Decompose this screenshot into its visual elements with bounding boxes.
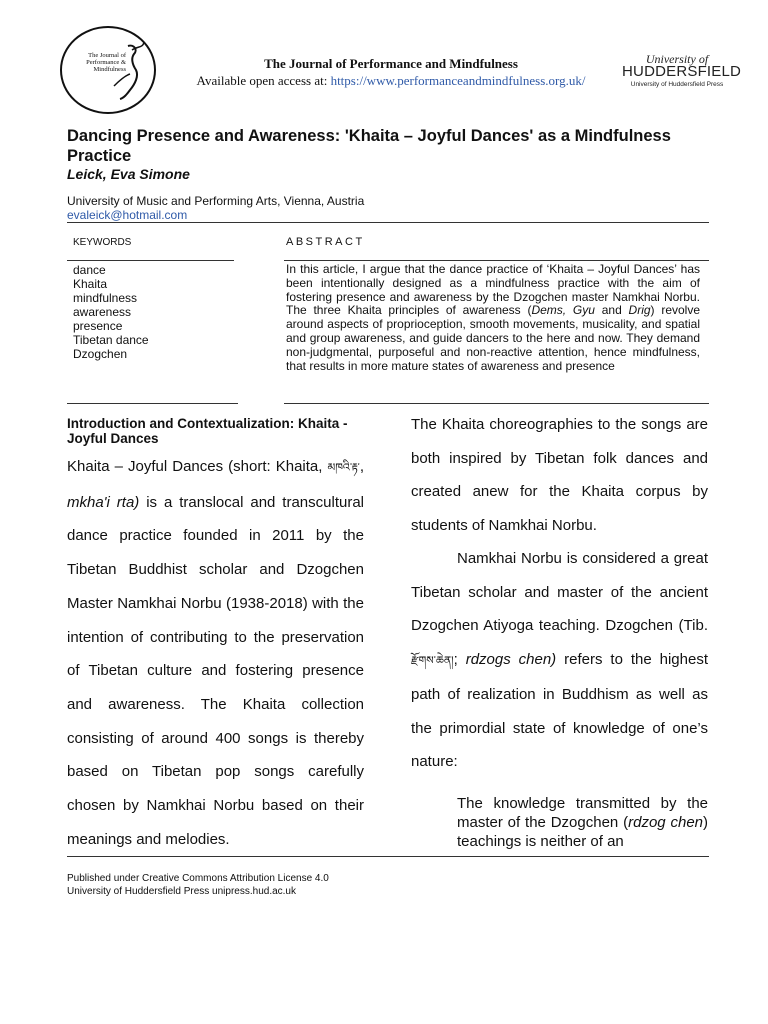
divider-top (67, 222, 709, 223)
abstract-text (286, 263, 700, 373)
journal-logo (60, 26, 156, 114)
footer-license: Published under Creative Commons Attribution License 4.0 (67, 873, 329, 884)
paragraph (67, 450, 364, 856)
keyword-item: dance (73, 263, 106, 277)
abstract-part: In this article, I argue that the dance practice of ‘Khaita – Joyful Dances’ has been intentionally designed as a mindfulness practice with the aim of fostering presence and awareness by the Dzogchen master Namkhai Norbu. The three Khaita principles of awareness ( (286, 262, 700, 318)
footer-press: University of Huddersfield Press unipress.hud.ac.uk (67, 886, 296, 897)
journal-access-line (160, 73, 622, 89)
abstract-italic: Dems, Gyu (531, 303, 595, 318)
body-column-left (67, 450, 364, 856)
abstract-italic: Drig (628, 303, 651, 318)
abstract-underline (284, 260, 709, 261)
footer-rule (67, 856, 709, 857)
text-run: , (359, 458, 364, 475)
article-title: Dancing Presence and Awareness: 'Khaita – Joyful Dances' as a Mindfulness Practice (67, 127, 671, 165)
author-affiliation: University of Music and Performing Arts, Vienna, Austria (67, 194, 365, 208)
university-logo-line1: University of (645, 52, 709, 66)
paragraph (411, 542, 708, 779)
author-email-link[interactable]: evaleick@hotmail.com (67, 208, 188, 222)
journal-url-link[interactable]: https://www.performanceandmindfulness.org.uk/ (330, 73, 586, 88)
abstract-bottom-rule (284, 403, 709, 404)
text-run: Khaita – Joyful Dances (short: Khaita, (67, 458, 328, 475)
tibetan-script: རྫོགས་ཆེན། (411, 654, 454, 667)
keyword-item: Tibetan dance (73, 333, 149, 347)
keyword-item: presence (73, 319, 123, 333)
text-run: refers to the highest path of realization in Buddhism as well as the primordial state of knowledge of one’s nature: (411, 650, 708, 770)
keyword-item: Dzogchen (73, 347, 128, 361)
text-run: Namkhai Norbu is considered a great Tibetan scholar and master of the ancient Dzogchen Atiyoga teaching. Dzogchen (Tib. (411, 550, 708, 634)
access-prefix: Available open access at: (196, 73, 331, 88)
journal-title: The Journal of Performance and Mindfulness (264, 56, 518, 71)
text-run: The knowledge transmitted by the master of the Dzogchen ( (457, 795, 708, 831)
university-logo-line3: University of Huddersfield Press (630, 81, 724, 88)
university-logo-line2: HUDDERSFIELD (622, 63, 742, 80)
text-run: is a translocal and transcultural dance practice founded in 2011 by the Tibetan Buddhist scholar and Dzogchen Master Namkhai Norbu (1938-2018) with the intention of contributing to the preservation of Tibetan culture and fostering presence and awareness. The Khaita collection consisting of around 400 songs is thereby based on Tibetan pop songs carefully chosen by Namkhai Norbu based on their meanings and melodies. (67, 493, 364, 848)
paragraph: The Khaita choreographies to the songs are both inspired by Tibetan folk dances and created anew for the Khaita corpus by students of Namkhai Norbu. (411, 416, 708, 534)
article-author: Leick, Eva Simone (67, 166, 190, 182)
abstract-part: and (594, 303, 629, 318)
footer (67, 872, 329, 898)
abstract-part: ) revolve around aspects of proprioception, smooth movements, musicality, and spatial and group awareness, and guide dancers to the here and now. They demand non-judgmental, purposeful and non-reactive attention, hence mindfulness, that results in more mature states of awareness and presence (286, 303, 701, 373)
tibetan-script: མཁའི་རྟ་ (327, 462, 360, 474)
keyword-item: mindfulness (73, 291, 138, 305)
keywords-heading: KEYWORDS (73, 237, 132, 248)
block-quote (457, 794, 708, 851)
abstract-heading: ABSTRACT (286, 236, 365, 248)
keyword-item: Khaita (73, 277, 108, 291)
text-italic: rdzogs chen) (465, 650, 557, 668)
body-column-right (411, 408, 708, 779)
keywords-underline (67, 260, 234, 261)
keyword-item: awareness (73, 305, 132, 319)
text-italic: rdzog chen (628, 814, 703, 831)
dancer-figure-icon (108, 40, 146, 100)
keywords-list (73, 263, 149, 361)
text-run: ; (453, 650, 466, 668)
text-run: ) teachings is neither of an (457, 814, 708, 850)
text-italic: mkha'i rta) (67, 493, 140, 511)
journal-logo-text: The Journal of Performance & Mindfulness (86, 52, 126, 73)
section-heading: Introduction and Contextualization: Khaita - Joyful Dances (67, 416, 348, 446)
keywords-bottom-rule (67, 403, 238, 404)
